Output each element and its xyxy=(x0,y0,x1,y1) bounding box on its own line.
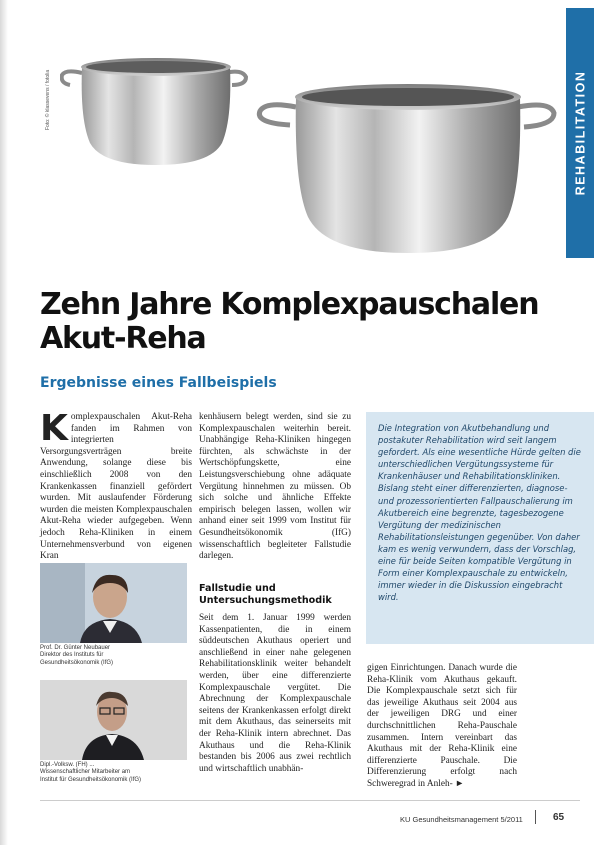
photo-credit xyxy=(41,62,53,132)
portrait-1-image xyxy=(40,563,187,643)
section-tab xyxy=(566,8,594,258)
body-text-left: omplexpauschalen Akut-Reha fanden im Rahmen von integrierten Versorgungsverträgen breite Anwendung, solange diese bis einschließlich 2008 von den Krankenkassen finanziell gefördert wurden. Mit auslaufender Förderung wurden die meisten Komplexpauschalen Akut-Reha wieder aufgegeben. Wenn jedoch Reha-Kliniken in einem Unternehmensverbund von eigenen Kran xyxy=(40,412,192,562)
cooking-pots-photo xyxy=(60,25,560,275)
pull-quote-text: Die Integration von Akutbehandlung und postakuter Rehabilitation wird seit langem gefordert. Als eine wesentliche Hürde gelten die unterschiedlichen Vergütungssysteme für Krankenhäuser und Rehabilitationskliniken. Bislang steht einer differenzierten, diagnose- und prozessorientierten Fallpauschalierung im Akutbereich eine begrenzte, tagesbezogene Vergütung der medizinischen Rehabilitationsleistungen gegenüber. Von daher kam es wenig verwundern, dass der Vorschlag, eine für beide Seiten kompatible Vergütung in Form einer Komplexpauschale zu entwickeln, immer wieder in die Diskussion eingebracht wird. xyxy=(378,423,581,603)
article-headline xyxy=(40,288,560,356)
headline-line-1: Zehn Jahre Komplexpauschalen xyxy=(40,287,539,322)
body-text-right: gigen Einrichtungen. Danach wurde die Reha-Klinik vom Akuthaus gekauft. Die Komplexpauschale setzt sich für das jeweilige Akuthaus seit 2004 aus der jeweiligen DRG und einer durchschnittlichen Reha-Pauschale zusammen. Intern vereinbart das Akuthaus mit der Reha-Klinik eine differenzierte Pauschale. Die Differenzierung erfolgt nach Schweregrad in Anleh- xyxy=(367,663,517,789)
caption-1-line-3: Gesundheitsökonomik (IfG) xyxy=(40,659,114,666)
body-column-right xyxy=(367,663,517,791)
portrait-2-image xyxy=(40,680,187,760)
headline-line-2: Akut-Reha xyxy=(40,321,206,356)
caption-1-line-2: Direktor des Instituts für xyxy=(40,652,104,659)
section-subhead: Fallstudie und Untersuchungsmethodik xyxy=(199,583,332,606)
body-column-middle-continued xyxy=(199,613,351,775)
section-tab-label: REHABILITATION xyxy=(573,70,588,196)
caption-2-line-2: Wissenschaftlicher Mitarbeiter am xyxy=(40,769,131,776)
small-pot xyxy=(62,58,246,165)
portrait-1-caption xyxy=(40,645,190,667)
caption-2-line-1: Dipl.-Volksw. (FH) ... xyxy=(40,762,95,768)
large-pot xyxy=(259,84,554,253)
pull-quote-box xyxy=(366,412,594,644)
continue-arrow-icon: ► xyxy=(455,778,465,789)
caption-1-line-1: Prof. Dr. Günter Neubauer xyxy=(40,645,111,651)
footer-journal-name: KU Gesundheitsmanagement 5/2011 xyxy=(400,815,523,824)
body-column-left xyxy=(40,408,192,563)
drop-cap: K xyxy=(40,408,68,449)
body-text-middle-continued: Seit dem 1. Januar 1999 werden Kassenpatienten, die in einem süddeutschen Akuthaus operiert und anschließend in einer nahe gelegenen Rehabilitationsklinik weiter behandelt werden, über eine differenzierte Komplexpauschale vergütet. Die Abrechnung der Komplexpauschale seitens der Krankenkassen erfolgt direkt mit dem Akuthaus, das seinerseits mit der Reha-Klinik intern abrechnet. Das Akuthaus und die Reha-Klinik bestanden bis 2006 aus zwei rechtlich und wirtschaftlich unabhän- xyxy=(199,613,351,774)
photo-credit-text: Foto: © klassevens / fotolia xyxy=(45,69,51,130)
footer-separator xyxy=(535,810,536,824)
body-text-middle: kenhäusern belegt werden, sind sie zu Komplexpauschalen weiterhin bereit. Unabhängige Reha-Kliniken hingegen fürchten, als schwächste in der Wertschöpfungskette, eine Leistungsverschiebung ohne adäquate Vergütung hinnehmen zu müssen. Ob sich solche und ähnliche Effekte empirisch belegen lassen, wollen wir anhand einer seit 1999 vom Institut für Gesundheitsökonomik (IfG) wissenschaftlich begleiteter Fallstudie darlegen. xyxy=(199,412,351,562)
author-portrait-2 xyxy=(40,680,187,760)
footer-divider xyxy=(40,800,580,801)
author-portrait-1 xyxy=(40,563,187,643)
caption-2-line-3: Institut für Gesundheitsökonomik (IfG) xyxy=(40,776,142,783)
page-number: 65 xyxy=(553,812,565,823)
page-edge-shadow xyxy=(0,0,8,845)
body-column-middle xyxy=(199,412,351,563)
article-subline: Ergebnisse eines Fallbeispiels xyxy=(40,375,277,391)
portrait-2-caption xyxy=(40,762,190,784)
